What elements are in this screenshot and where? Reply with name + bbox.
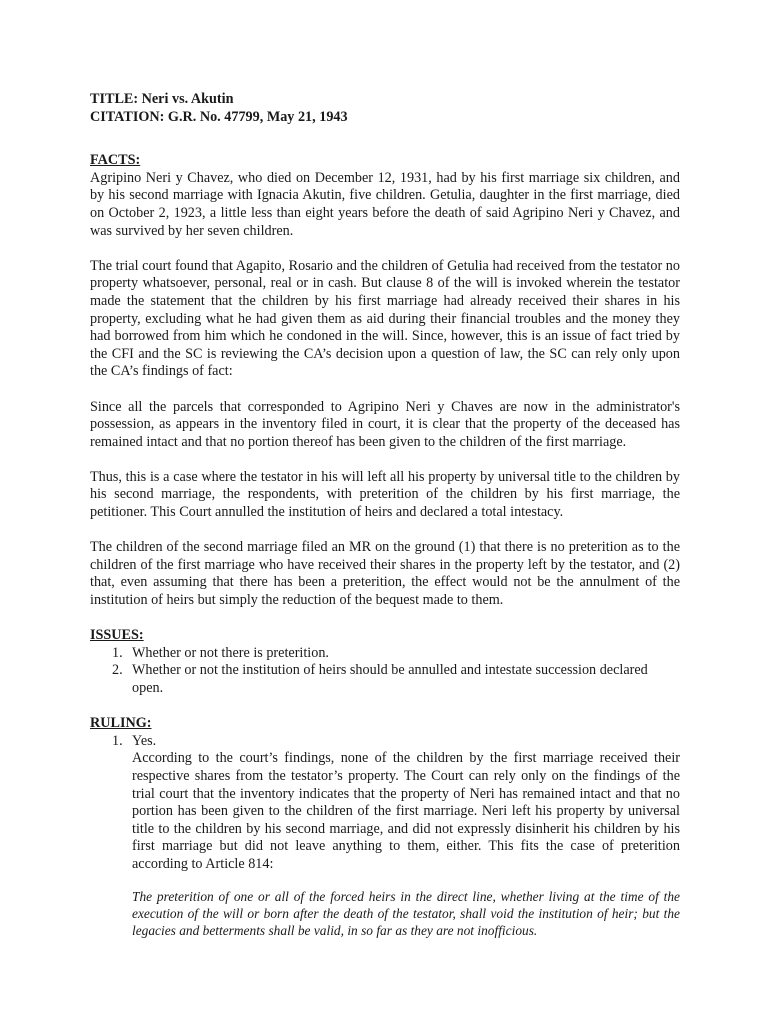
ruling-body: According to the court’s findings, none of the children by the first marriage received their respective shares from the testator’s property. The Court can rely only on the findings of the trial court that the inventory indicates that the property of Neri has remained intact and that no portion has been given to the children of the first marriage. Neri left his property by universal title to the children by his second marriage, and did not expressly disinherit his children by his first marriage but did not leave anything to them, either. This fits the case of preterition according to Article 814:	[132, 750, 680, 872]
ruling-heading: RULING:	[90, 715, 152, 732]
issues-heading: ISSUES:	[90, 627, 144, 644]
ruling-answer: Yes.	[132, 732, 157, 749]
issue-item	[90, 662, 680, 697]
issue-text: Whether or not there is preterition.	[132, 644, 329, 661]
facts-paragraph-4: Thus, this is a case where the testator in his will left all his property by universal title to the children by his second marriage, the respondents, with preterition of the children by his first marriage, the petitioner. This Court annulled the institution of heirs and declared a total intestacy.	[90, 468, 680, 521]
ruling-item	[90, 733, 680, 751]
issues-list	[90, 645, 680, 698]
facts-paragraph-2: The trial court found that Agapito, Rosario and the children of Getulia had received from the testator no property whatsoever, personal, real or in cash. But clause 8 of the will is invoked wherein the testator made the statement that the children by his first marriage had already received their shares in his property, excluding what he had given them as aid during their financial troubles and the money they had borrowed from him which he condoned in the will. Since, however, this is an issue of fact tried by the CFI and the SC is reviewing the CA’s decision upon a question of law, the SC can rely only upon the CA’s findings of fact:	[90, 257, 680, 380]
issue-item	[90, 645, 680, 663]
facts-paragraph-5: The children of the second marriage filed an MR on the ground (1) that there is no preterition as to the children of the first marriage who have received their shares in the property left by the testator, and (2) that, even assuming that there has been a preterition, the effect would not be the annulment of the institution of heirs but simply the reduction of the bequest made to them.	[90, 539, 680, 609]
article-814-quote: The preterition of one or all of the forced heirs in the direct line, whether living at the time of the execution of the will or born after the death of the testator, shall void the institution of heir; but the legacies and betterments shall be valid, in so far as they are not inofficious.	[132, 888, 680, 939]
case-title: TITLE: Neri vs. Akutin	[90, 91, 234, 107]
issue-number: 1.	[112, 644, 123, 661]
issue-number: 2.	[112, 662, 123, 679]
facts-paragraph-3: Since all the parcels that corresponded to Agripino Neri y Chaves are now in the administrator's possession, as appears in the inventory filed in court, it is clear that the property of the deceased has remained intact and that no portion thereof has been given to the children of the first marriage.	[90, 398, 680, 450]
case-citation: CITATION: G.R. No. 47799, May 21, 1943	[90, 108, 348, 125]
ruling-list	[90, 733, 680, 751]
ruling-number: 1.	[112, 732, 123, 749]
document-page	[90, 91, 680, 940]
facts-paragraph-1: Agripino Neri y Chavez, who died on December 12, 1931, had by his first marriage six children, and by his second marriage with Ignacia Akutin, five children. Getulia, daughter in the first marriage, died on October 2, 1923, a little less than eight years before the death of said Agripino Neri y Chavez, and was survived by her seven children.	[90, 169, 680, 239]
issue-text: Whether or not the institution of heirs should be annulled and intestate succession declared open.	[132, 662, 648, 696]
facts-heading: FACTS:	[90, 152, 141, 169]
